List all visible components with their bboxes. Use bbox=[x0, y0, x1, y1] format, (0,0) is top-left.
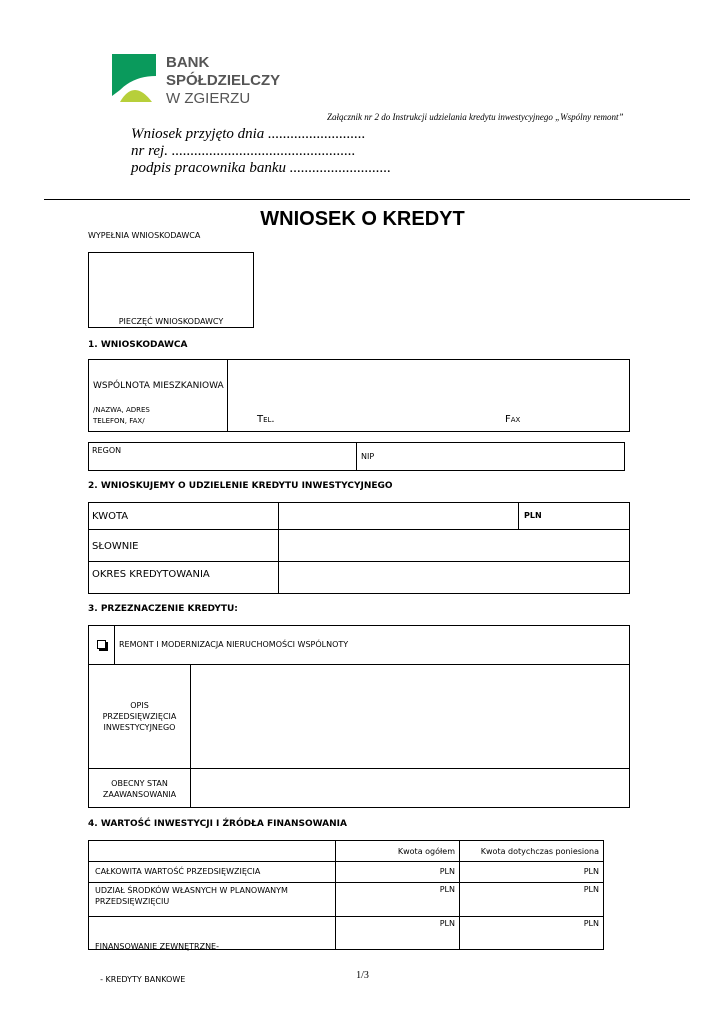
amount-input[interactable] bbox=[279, 503, 518, 529]
progress-status-label bbox=[89, 778, 190, 800]
fax-label: Fax bbox=[505, 414, 521, 425]
hint-line-name: /NAZWA, ADRES bbox=[93, 406, 150, 414]
applicant-details-field[interactable] bbox=[229, 360, 629, 431]
credit-period-label: OKRES KREDYTOWANIA bbox=[92, 569, 210, 580]
checkbox-col-divider bbox=[114, 626, 115, 664]
row-total-input[interactable] bbox=[336, 862, 455, 882]
applicant-stamp-box[interactable] bbox=[88, 252, 254, 328]
row-label-line2: - KREDYTY BANKOWE bbox=[95, 975, 186, 984]
header-divider bbox=[44, 199, 690, 200]
hint-line-phone: TELEFON, FAX/ bbox=[93, 417, 145, 425]
row-incurred-input[interactable] bbox=[460, 917, 599, 949]
nip-label: NIP bbox=[361, 452, 375, 461]
stamp-label: PIECZĘĆ WNIOSKODAWCY bbox=[118, 317, 224, 326]
row-incurred-input[interactable] bbox=[460, 862, 599, 882]
row-incurred-currency: PLN bbox=[583, 919, 599, 928]
credit-table bbox=[88, 502, 630, 594]
row-incurred-currency: PLN bbox=[583, 867, 599, 876]
page-title: WNIOSEK O KREDYT bbox=[260, 208, 465, 230]
section4-heading: 4. WARTOŚĆ INWESTYCJI I ŹRÓDŁA FINANSOWANIA bbox=[88, 819, 347, 829]
regon-label: REGON bbox=[92, 446, 122, 455]
credit-period-input[interactable] bbox=[279, 562, 629, 593]
nip-field[interactable] bbox=[357, 443, 624, 470]
currency-col-divider bbox=[518, 503, 519, 529]
row-label bbox=[95, 919, 219, 1007]
description-label-line2: PRZEDSIĘWZIĘCIA bbox=[102, 712, 177, 721]
progress-status-input[interactable] bbox=[191, 769, 629, 807]
row-label-line1: FINANSOWANIE ZEWNĘTRZNE- bbox=[95, 942, 219, 951]
row-total-currency: PLN bbox=[439, 885, 455, 894]
purpose-table bbox=[88, 625, 630, 808]
page-number: 1/3 bbox=[356, 970, 369, 981]
section1-heading: 1. WNIOSKODAWCA bbox=[88, 340, 188, 350]
fill-note: WYPEŁNIA WNIOSKODAWCA bbox=[88, 231, 201, 240]
applicant-divider bbox=[227, 360, 228, 431]
description-label bbox=[89, 700, 190, 733]
row-label bbox=[95, 885, 288, 907]
row-total-input[interactable] bbox=[336, 883, 455, 916]
logo-line-spoldzielczy: SPÓŁDZIELCZY bbox=[166, 72, 281, 89]
row-label-line1: UDZIAŁ ŚRODKÓW WŁASNYCH W PLANOWANYM bbox=[95, 886, 288, 895]
renovation-checkbox[interactable] bbox=[97, 640, 106, 649]
renovation-option-label: REMONT I MODERNIZACJA NIERUCHOMOŚCI WSPÓLNOTY bbox=[119, 640, 349, 649]
regon-field[interactable] bbox=[89, 443, 356, 470]
applicant-table bbox=[88, 359, 630, 432]
registration-number-line: nr rej. ................................................. bbox=[131, 143, 356, 159]
table-row bbox=[89, 862, 603, 882]
col-total-header: Kwota ogółem bbox=[397, 847, 455, 856]
bank-employee-signature-line: podpis pracownika banku ........................... bbox=[131, 160, 391, 176]
bank-logo bbox=[112, 54, 282, 107]
section3-heading: 3. PRZEZNACZENIE KREDYTU: bbox=[88, 604, 238, 614]
row-incurred-input[interactable] bbox=[460, 883, 599, 916]
received-date-line: Wniosek przyjęto dnia .......................... bbox=[131, 126, 366, 142]
progress-status-line1: OBECNY STAN bbox=[111, 779, 168, 788]
annex-note: Załącznik nr 2 do Instrukcji udzielania kredytu inwestycyjnego „Wspólny remont” bbox=[327, 112, 624, 122]
row-total-input[interactable] bbox=[336, 917, 455, 949]
logo-mark-icon bbox=[112, 54, 158, 102]
amount-currency: PLN bbox=[524, 511, 542, 520]
tel-label: Tel. bbox=[257, 414, 275, 425]
applicant-hint bbox=[93, 405, 150, 427]
description-input[interactable] bbox=[191, 665, 629, 768]
regon-nip-table bbox=[88, 442, 625, 471]
section2-heading: 2. WNIOSKUJEMY O UDZIELENIE KREDYTU INWESTYCYJNEGO bbox=[88, 481, 393, 491]
table-row bbox=[89, 883, 603, 916]
amount-label: KWOTA bbox=[92, 511, 129, 522]
row-label: CAŁKOWITA WARTOŚĆ PRZEDSIĘWZIĘCIA bbox=[95, 867, 261, 876]
row-total-currency: PLN bbox=[439, 867, 455, 876]
col-incurred-header: Kwota dotychczas poniesiona bbox=[480, 847, 599, 856]
row-total-currency: PLN bbox=[439, 919, 455, 928]
row-incurred-currency: PLN bbox=[583, 885, 599, 894]
progress-status-line2: ZAAWANSOWANIA bbox=[102, 790, 177, 799]
description-label-line1: OPIS bbox=[130, 701, 149, 710]
amount-in-words-input[interactable] bbox=[279, 530, 629, 561]
bank-use-block bbox=[131, 126, 391, 177]
applicant-type: WSPÓLNOTA MIESZKANIOWA bbox=[93, 381, 224, 391]
row-label-line2: PRZEDSIĘWZIĘCIU bbox=[95, 897, 170, 906]
logo-line-zgierz: W ZGIERZU bbox=[166, 90, 251, 107]
logo-line-bank: BANK bbox=[166, 54, 210, 71]
amount-in-words-label: SŁOWNIE bbox=[92, 541, 139, 552]
description-label-line3: INWESTYCYJNEGO bbox=[103, 723, 176, 732]
